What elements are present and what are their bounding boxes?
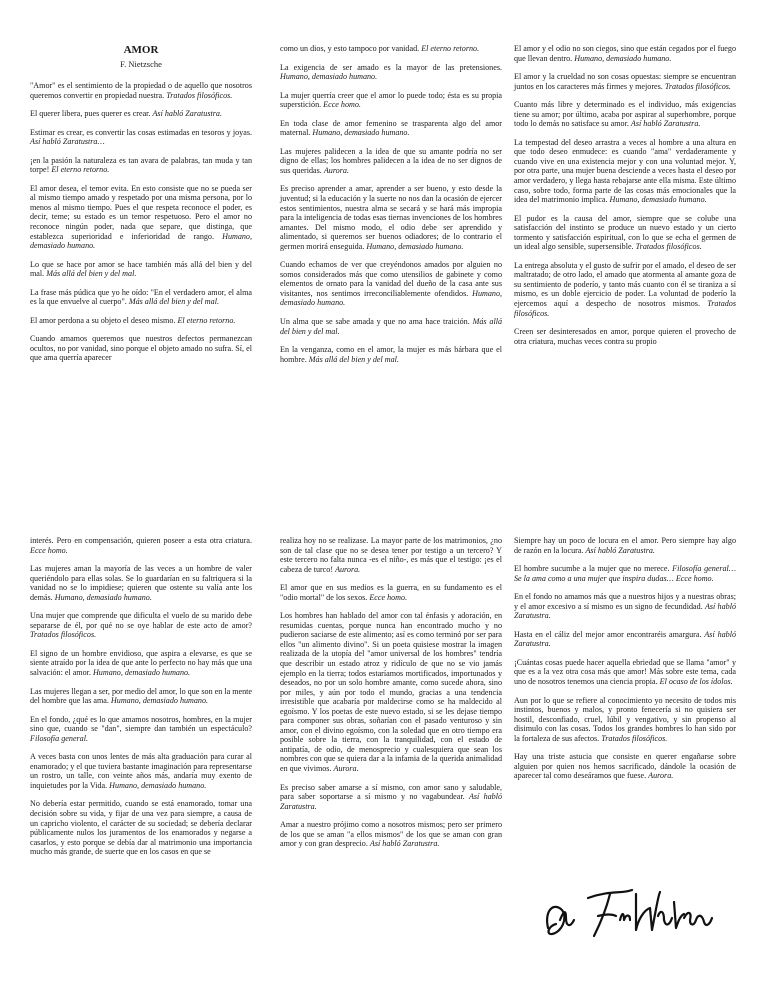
page-title: AMOR bbox=[123, 44, 159, 56]
column-5 bbox=[280, 536, 502, 858]
quote-paragraph bbox=[280, 783, 502, 812]
quote-paragraph bbox=[280, 147, 502, 176]
quote-paragraph bbox=[280, 536, 502, 574]
quote-source: Humano, demasiado humano. bbox=[92, 668, 191, 678]
quote-text: El amor y la crueldad no son cosas opuestas: siempre se encuentran juntos en los caracteres más firmes y mejores. bbox=[514, 72, 736, 91]
quote-text: como un dios, y esto tampoco por vanidad. bbox=[280, 44, 420, 53]
quote-text: El pudor es la causa del amor, siempre que se colube una satisfacción del instinto se produce un nuevo estado y un cierto tormento y satisfacción espiritual, con lo que se echa el germen de un ideal algo sensible, supersensible. bbox=[514, 213, 736, 252]
quote-source: Aurora. bbox=[648, 771, 674, 781]
quote-paragraph bbox=[514, 564, 736, 583]
quote-text: Creen ser desinteresados en amor, porque quieren el provecho de otra criatura, muchas veces contra su propio bbox=[514, 327, 736, 346]
quote-text: La exigencia de ser amado es la mayor de las pretensiones. bbox=[280, 62, 502, 72]
quote-paragraph bbox=[30, 288, 252, 307]
quote-text: El amor perdona a su objeto el deseo mismo. bbox=[30, 315, 176, 325]
quote-text: Lo que se hace por amor se hace también más allá del bien y del mal. bbox=[30, 259, 252, 279]
quote-paragraph bbox=[30, 752, 252, 790]
quote-text: La frase más púdica que yo he oído: "En el verdadero amor, el alma es la que envuelve al cuerpo". bbox=[30, 287, 252, 307]
column-3-paragraphs bbox=[514, 44, 736, 346]
handwritten-signature bbox=[540, 880, 715, 950]
column-2-paragraphs bbox=[280, 44, 502, 364]
quote-paragraph bbox=[514, 752, 736, 781]
quote-source: Así habló Zaratustra. bbox=[585, 545, 655, 555]
quote-source: El ocaso de los ídolos. bbox=[659, 677, 733, 687]
quote-paragraph bbox=[514, 44, 736, 63]
quote-text: "Amor" es el sentimiento de la propiedad o de aquello que nosotros queremos convertir en propiedad nuestra. bbox=[30, 80, 252, 100]
quote-text: ¡Cuántas cosas puede hacer aquella ebriedad que se llama "amor" y que es a la vez otra cosa más que amor! Más sobre este tema, cada uno de nosotros tenemos una ciencia propia. bbox=[514, 657, 736, 687]
quote-paragraph bbox=[514, 696, 736, 744]
quote-text: Las mujeres llegan a ser, por medio del amor, lo que son en la mente del hombre que las ama. bbox=[30, 686, 252, 706]
quote-text: No debería estar permitido, cuando se está enamorado, tomar una decisión sobre su vida, y fijar de una vez para siempre, a causa de un capricho violento, el carácter de su sociedad; se debería declarar públicamente nulos los juramentos de los enamorados y negarse a casarlos, y esto porque se debía dar al matrimonio una importancia mucho más grande, de suerte que en los casos en que se bbox=[30, 799, 252, 857]
quote-source: Tratados filosóficos. bbox=[635, 242, 702, 252]
quote-text: Cuanto más libre y determinado es el individuo, más exigencias tiene su amor; por último, acaba por aspirar al superhombre, porque todo lo demás no satisface su amor. bbox=[514, 100, 736, 129]
quote-text: El amor y el odio no son ciegos, sino que están cegados por el fuego que llevan dentro. bbox=[514, 44, 736, 63]
quote-paragraph bbox=[30, 611, 252, 640]
quote-text: La tempestad del deseo arrastra a veces al hombre a una altura en que todo deseo enmudece: es cuando "ama" verdaderamente y cuando vive en una existencia mejor y con una voluntad mejor. Y, por otra parte, una mujer buena desciende a veces hasta el deseo por amor verdadero, y llega hasta rebajarse ante ella misma. Este último caso, sobre todo, forma parte de las cosas más emocionales que la idea del matrimonio implica. bbox=[514, 137, 736, 205]
quote-text: Amar a nuestro prójimo como a nosotros mismos; pero ser primero de los que se aman "a ellos mismos" de los que se aman con gran amor y con gran desprecio. bbox=[280, 820, 502, 849]
quote-source: Humano, demasiado humano. bbox=[280, 72, 378, 82]
quote-source: Humano, demasiado humano. bbox=[110, 696, 209, 706]
quote-text: Cuando amamos queremos que nuestros defectos permanezcan ocultos, no por vanidad, sino porque el objeto amado no sufra. Sí, el que ama querría aparecer bbox=[30, 334, 252, 363]
quote-paragraph bbox=[30, 156, 252, 175]
quote-source: Humano, demasiado humano. bbox=[366, 241, 464, 251]
quote-paragraph bbox=[280, 345, 502, 364]
quote-paragraph bbox=[30, 799, 252, 856]
quote-text: El hombre sucumbe a la mujer que no merece. bbox=[514, 564, 670, 574]
quote-source: Tratados filosóficos. bbox=[514, 299, 736, 318]
quote-paragraph bbox=[30, 81, 252, 100]
quote-source: Humano, demasiado humano. bbox=[30, 231, 252, 251]
quote-text: Es preciso saber amarse a sí mismo, con amor sano y saludable, para saber soportarse a sí mismo y no vagabundear. bbox=[280, 782, 502, 802]
quote-source: Así habló Zaratustra. bbox=[514, 601, 736, 621]
quote-paragraph bbox=[280, 44, 502, 54]
quote-paragraph bbox=[514, 138, 736, 205]
quote-source: El eterno retorno. bbox=[421, 44, 480, 53]
quote-source: Ecce homo. bbox=[323, 100, 361, 110]
quote-paragraph bbox=[30, 260, 252, 279]
quote-source: Más allá del bien y del mal. bbox=[46, 269, 137, 279]
quote-source: Tratados filosóficos. bbox=[166, 90, 233, 100]
author: F. Nietzsche bbox=[120, 58, 162, 69]
quote-text: Es preciso aprender a amar, aprender a ser bueno, y esto desde la juventud; si la educación y la suerte no nos dan la ocasión de ejercer estos sentimientos, nuestra alma se secará y se hará más impropia para la inteligencia de todas esas tiernas invenciones de los hombres amantes. Del mismo modo, el odio debe ser aprendido y alimentado, si queremos ser buenos odiadores; de lo contrario el germen morirá enseguida. bbox=[280, 184, 502, 251]
quote-paragraph bbox=[30, 316, 252, 326]
quote-text: Hay una triste astucia que consiste en querer engañarse sobre alguien por quien nos hemos sacrificado, dándole la ocasión de aparecer tal como deseáramos que fuese. bbox=[514, 752, 736, 781]
quote-source: Tratados filosóficos. bbox=[664, 81, 731, 91]
column-1 bbox=[30, 44, 252, 372]
column-6 bbox=[514, 536, 736, 790]
column-6-paragraphs bbox=[514, 536, 736, 781]
quote-text: ¡en la pasión la naturaleza es tan avara de palabras, tan muda y tan torpe! bbox=[30, 155, 252, 175]
quote-paragraph bbox=[514, 592, 736, 621]
quote-paragraph bbox=[280, 820, 502, 849]
quote-source: Humano, demasiado humano. bbox=[54, 592, 152, 602]
quote-paragraph bbox=[280, 63, 502, 82]
quote-text: A veces basta con unos lentes de más alta graduación para curar al enamorado; y el que tuviera bastante imaginación para representarse un rostro, un talle, con veinte años más, andaría muy exento de inquietudes por la Vida. bbox=[30, 752, 252, 790]
quote-source: Ecce homo. bbox=[30, 545, 68, 555]
quote-text: Estimar es crear, es convertir las cosas estimadas en tesoros y joyas. bbox=[30, 127, 252, 137]
quote-paragraph bbox=[514, 536, 736, 555]
column-4 bbox=[30, 536, 252, 866]
column-4-paragraphs bbox=[30, 536, 252, 857]
quote-text: El amor desea, el temor evita. En esto consiste que no se pueda ser al mismo tiempo amado y respetado por una misma persona, por lo menos al mismo tiempo. Pues el que respeta reconoce el poder, es decir, teme; su estado es un temor respetuoso. Pero el amor no reconoce ningún poder, nada que separe, que distinga, que establezca superioridad e inferioridad de rango. bbox=[30, 183, 252, 241]
quote-paragraph bbox=[280, 611, 502, 773]
quote-source: Más allá del bien y del mal. bbox=[280, 317, 503, 336]
quote-paragraph bbox=[30, 564, 252, 602]
quote-source: Así habló Zaratustra. bbox=[369, 839, 440, 849]
quote-paragraph bbox=[30, 536, 252, 555]
quote-source: Ecce homo. bbox=[369, 592, 408, 602]
quote-source: Humano, demasiado humano. bbox=[609, 195, 707, 205]
quote-source: Más allá del bien y del mal. bbox=[128, 297, 219, 307]
quote-text: realiza hoy no se realizase. La mayor parte de los matrimonios, ¿no son de tal clase que no se desea tener por testigo a un tercero? Y este tercero no falta nunca -es el niño-, es más que el testigo: ¡es el cabeza de turco! bbox=[280, 536, 502, 574]
quote-text: En el fondo no amamos más que a nuestros hijos y a nuestras obras; y el amor excesivo a sí mismo es un signo de fecundidad. bbox=[514, 592, 736, 611]
column-5-paragraphs bbox=[280, 536, 502, 849]
quote-paragraph bbox=[280, 119, 502, 138]
quote-text: Las mujeres aman la mayoría de las veces a un hombre de valer queriéndolo para ellas solas. Se lo guardarían en su faltriquera si la vanidad no se lo impidiese; quieren que ostente su valía ante los demás. bbox=[30, 564, 252, 602]
quote-paragraph bbox=[514, 72, 736, 91]
quote-source: El eterno retorno. bbox=[51, 165, 110, 175]
quote-text: La entrega absoluta y el gusto de sufrir por el amado, el deseo de ser maltratado; de otro lado, el amado que atormenta al amante goza de su sentimiento de poderío, y tanto más cuanto con él se tiraniza a sí mismo, es un doble ejercicio de poder. La voluntad de poderío la ejercemos aquí a despecho de nosotros mismos. bbox=[514, 260, 736, 309]
quote-source: Humano, demasiado humano. bbox=[312, 128, 410, 138]
quote-text: Un alma que se sabe amada y que no ama hace traición. bbox=[280, 317, 470, 327]
quote-source: Así habló Zaratustra. bbox=[280, 792, 503, 811]
quote-text: En toda clase de amor femenino se trasparenta algo del amor maternal. bbox=[280, 118, 502, 138]
quote-text: interés. Pero en compensación, quieren poseer a esta otra criatura. bbox=[30, 536, 252, 545]
quote-source: Humano, demasiado humano. bbox=[574, 53, 672, 63]
quote-source: Aurora. bbox=[335, 564, 361, 574]
quote-paragraph bbox=[280, 91, 502, 110]
quote-paragraph bbox=[514, 214, 736, 252]
quote-source: Filosofía general… Se la ama como a una mujer que inspira dudas… Ecce homo. bbox=[514, 564, 736, 583]
quote-text: Cuando echamos de ver que creyéndonos amados por alguien no somos considerados más que como utensilios de gabinete y como elementos de ornato para la vanidad del dueño de la casa ante sus visitantes, nos sentimos irreconciliablemente ofendidos. bbox=[280, 260, 502, 298]
quote-paragraph bbox=[514, 658, 736, 687]
quote-source: Aurora. bbox=[333, 764, 359, 774]
quote-paragraph bbox=[30, 649, 252, 678]
quote-paragraph bbox=[30, 334, 252, 363]
quote-source: Tratados filosóficos. bbox=[601, 733, 668, 743]
column-1-paragraphs bbox=[30, 81, 252, 363]
quote-source: Más allá del bien y del mal. bbox=[308, 354, 399, 364]
quote-text: En el fondo, ¿qué es lo que amamos nosotros, hombres, en la mujer sino que, cuando se "dan", siempre dan también un espectáculo? bbox=[30, 714, 252, 734]
quote-source: Así habló Zaratustra. bbox=[630, 119, 701, 129]
quote-paragraph bbox=[280, 317, 502, 336]
quote-source: El eterno retorno. bbox=[177, 315, 236, 325]
quote-paragraph bbox=[514, 630, 736, 649]
quote-source: Filosofía general. bbox=[30, 733, 88, 743]
quote-paragraph bbox=[30, 109, 252, 119]
quote-paragraph bbox=[280, 260, 502, 308]
quote-source: Tratados filosóficos. bbox=[30, 630, 97, 640]
quote-paragraph bbox=[30, 715, 252, 744]
quote-source: Así habló Zaratustra. bbox=[152, 109, 222, 119]
quote-text: El amor que en sus medios es la guerra, en su fundamento es el "odio mortal" de los sexos. bbox=[280, 583, 502, 602]
quote-paragraph bbox=[514, 261, 736, 318]
quote-text: Hasta en el cáliz del mejor amor encontraréis amargura. bbox=[514, 629, 702, 639]
quote-paragraph bbox=[280, 583, 502, 602]
quote-source: Humano, demasiado humano. bbox=[109, 780, 207, 790]
quote-text: En la venganza, como en el amor, la mujer es más bárbara que el hombre. bbox=[280, 345, 502, 364]
quote-paragraph bbox=[30, 128, 252, 147]
quote-text: Aun por lo que se refiere al conocimiento yo necesito de todos mis instintos, buenos y malos, y pronto fenecería si no quisiera ser hostil, desconfiado, cruel, lúbil y vengativo, y sin propenso al disimulo con las cosas. Todos los grandes hombres lo han sido por la fortaleza de sus afectos. bbox=[514, 695, 736, 743]
quote-text: La mujer querría creer que el amor lo puede todo; ésta es su propia superstición. bbox=[280, 90, 502, 110]
quote-paragraph bbox=[30, 687, 252, 706]
quote-paragraph bbox=[514, 100, 736, 129]
column-2 bbox=[280, 44, 502, 373]
quote-text: El signo de un hombre envidioso, que aspira a elevarse, es que se siente atraído por la idea de que ante lo perfecto no hay más que una salvación: el amor. bbox=[30, 648, 252, 678]
quote-text: El querer libera, pues querer es crear. bbox=[30, 109, 151, 119]
quote-text: Las mujeres palidecen a la idea de que su amante podría no ser digno de ellas; los hombres palidecen a la idea de no ser dignos de sus queridas. bbox=[280, 146, 502, 175]
quote-source: Así habló Zaratustra. bbox=[514, 629, 737, 649]
quote-text: Una mujer que comprende que dificulta el vuelo de su marido debe separarse de él, por qué no se oye hablar de este acto de amor? bbox=[30, 611, 252, 630]
quote-text: Los hombres han hablado del amor con tal énfasis y adoración, en resumidas cuentas, porque nunca han encontrado mucho y no pudieron saciarse de este alimento; así es como terminó por ser para ellos "un alimento divino". Si un poeta quisiese mostrar la imagen realizada de la utopía del "amor universal de los hombres" tendría que describir un estado atroz y ridículo de que no se vio jamás ejemplo en la tierra; todos estaríamos mortificados, importunados y deseados, no por un solo hombre amante, como sucede ahora, sino por miles, y aún por todo el mundo, gracias a una tendencia irresistible que acabaría por maldecirse como se ha maldecido al egoísmo. Y los poetas de este nuevo estado, si se les dejase tiempo para componer sus obras, soñarían con el pasado venturoso y sin amor, con el divino egoísmo, con la soledad que en otro tiempo era posible sobre la tierra, con la tranquilidad, con el estado de antipatía, de odio, de menosprecio y cualesquiera que sean los nombres con que se quiera dar a la infamia de la querida animalidad en que vivimos. bbox=[280, 611, 502, 774]
column-3 bbox=[514, 44, 736, 355]
quote-source: Aurora. bbox=[323, 165, 349, 175]
quote-text: Siempre hay un poco de locura en el amor. Pero siempre hay algo de razón en la locura. bbox=[514, 536, 736, 555]
quote-source: Así habló Zaratustra… bbox=[30, 137, 105, 147]
quote-paragraph bbox=[30, 184, 252, 251]
quote-paragraph bbox=[514, 327, 736, 346]
quote-source: Humano, demasiado humano. bbox=[280, 288, 503, 308]
quote-paragraph bbox=[280, 184, 502, 251]
